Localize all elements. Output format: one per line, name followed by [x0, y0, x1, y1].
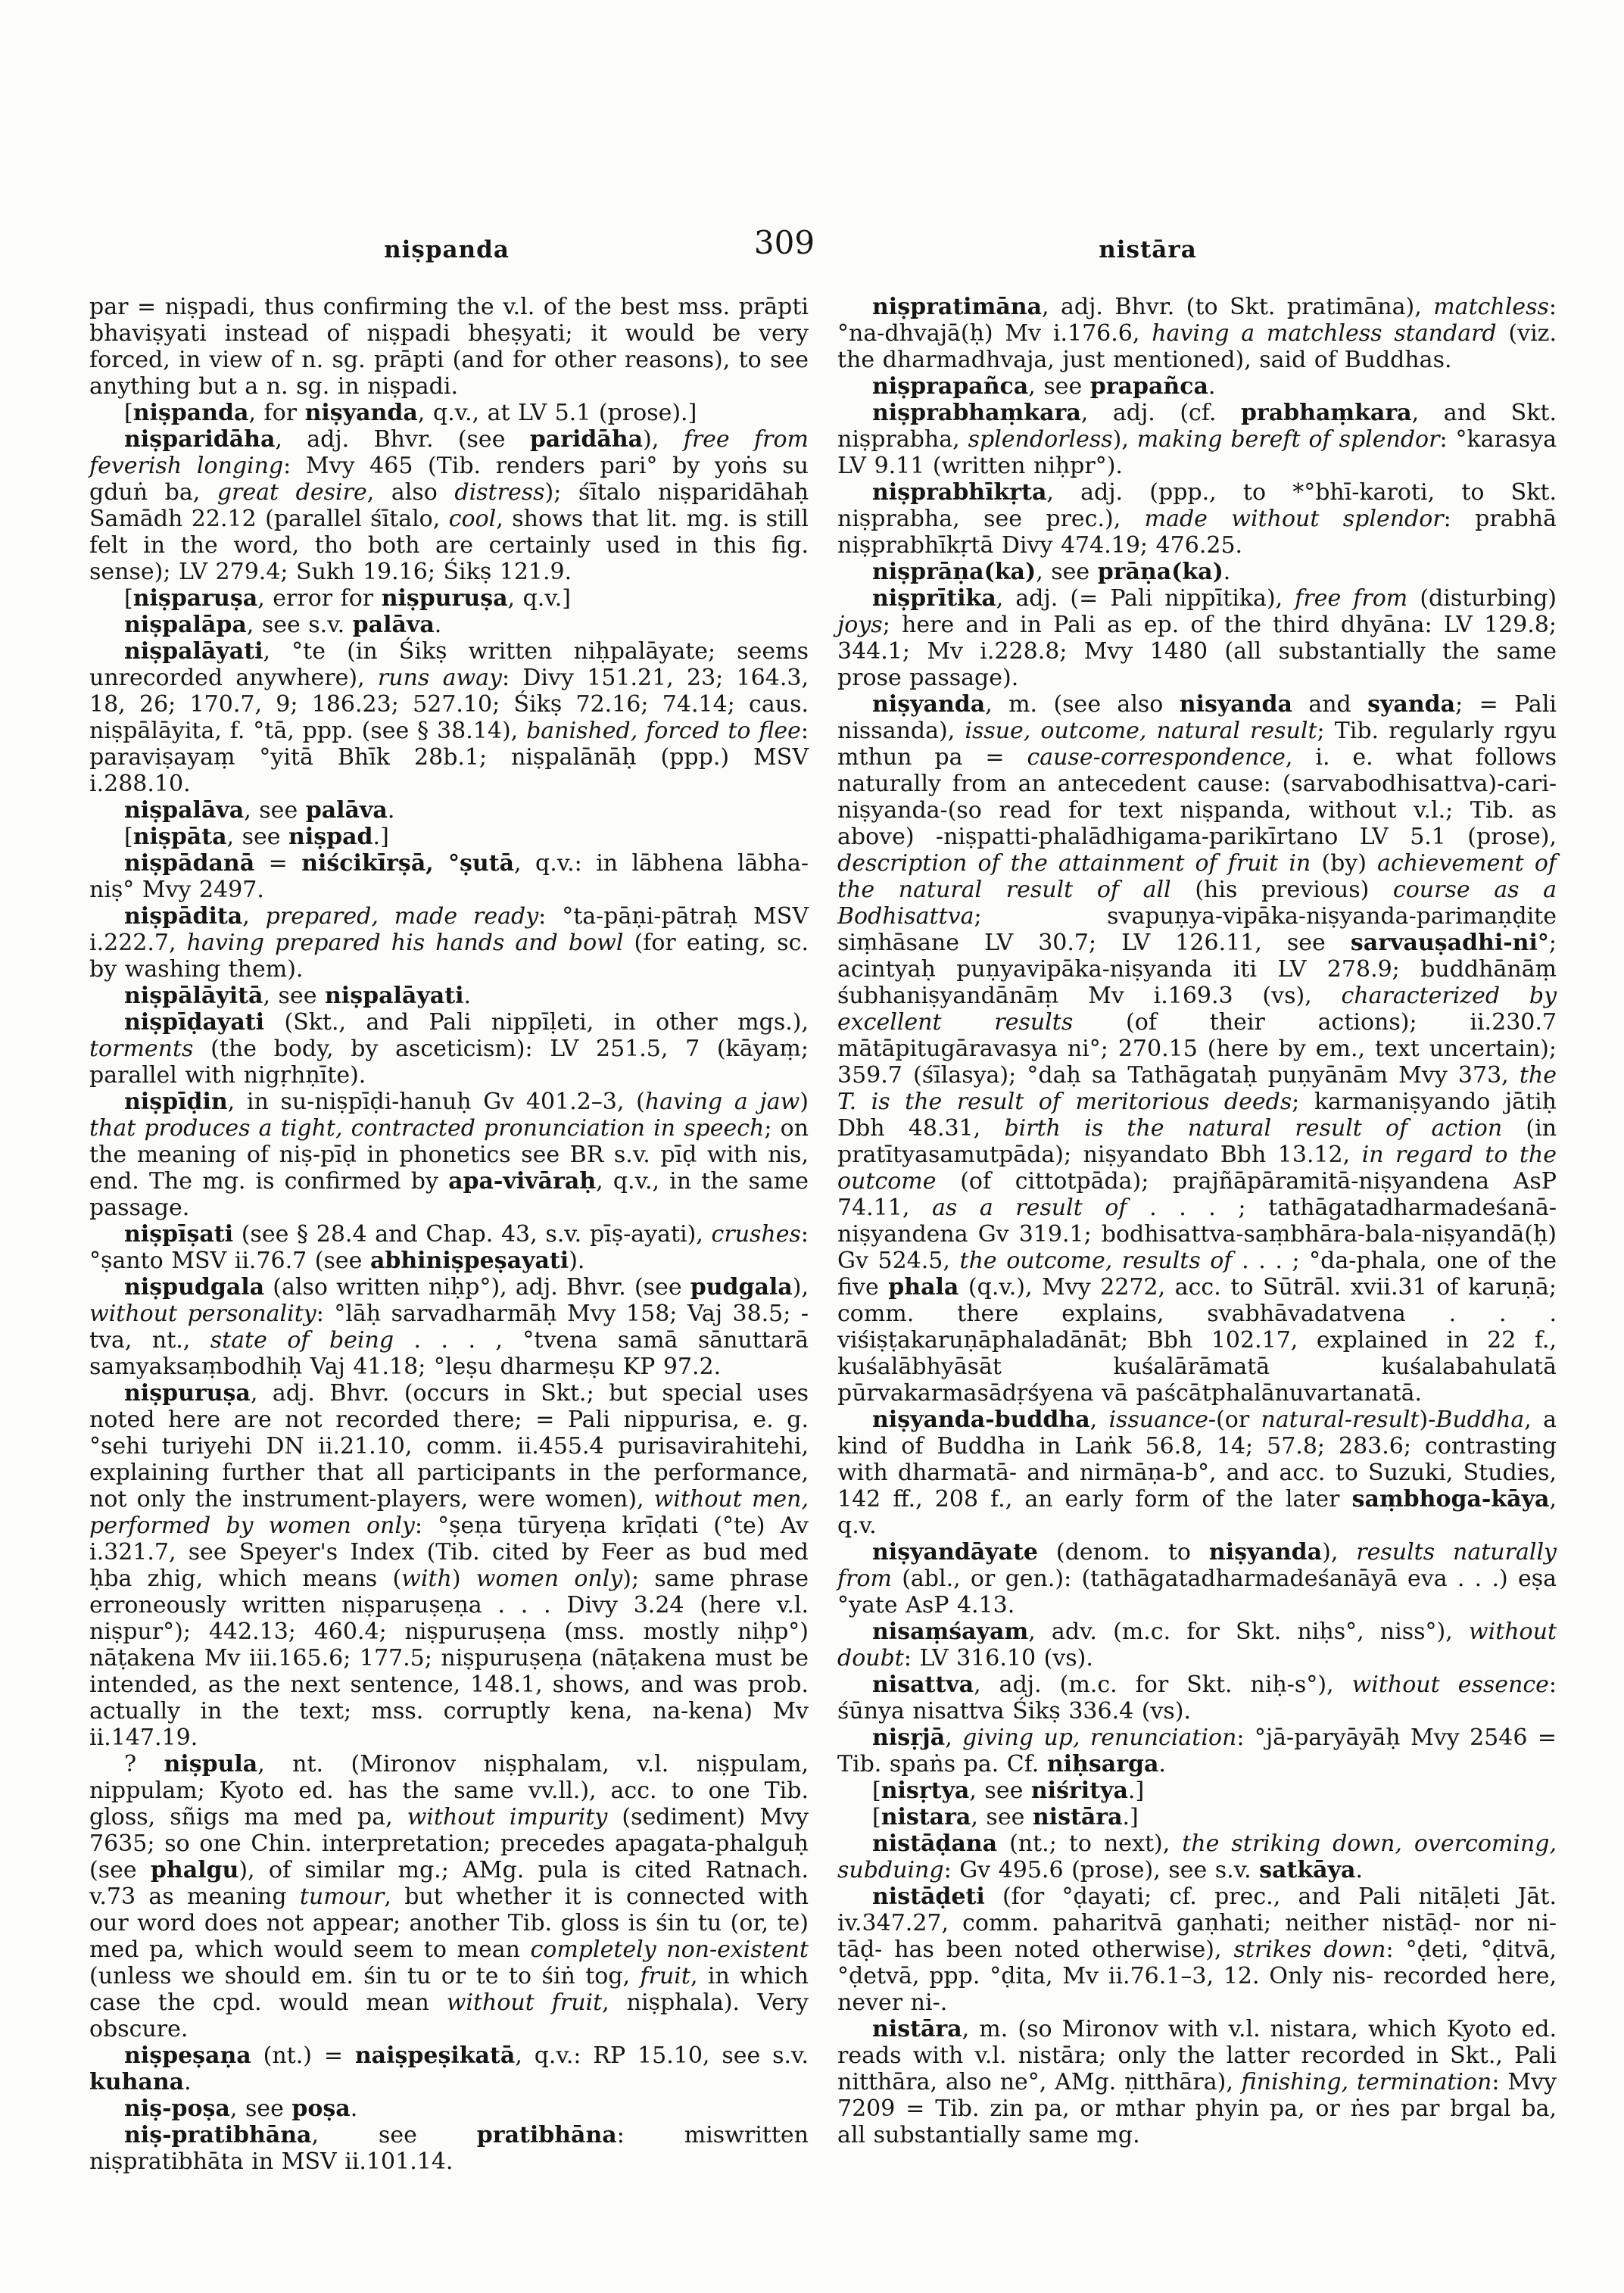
text-run: )-: [1419, 1407, 1436, 1433]
text-run: : °ta-pāṇi-pātraḥ MSV i.222.7,: [89, 903, 809, 956]
text-run: (Skt., and Pali nippīḷeti, in other mgs.),: [264, 1009, 809, 1036]
text-run-bold: niṣpalāyati: [124, 638, 263, 665]
text-run-bold: nisaṃśayam: [872, 1618, 1029, 1645]
text-run-bold: saṃbhoga-kāya: [1351, 1486, 1550, 1513]
dictionary-entry: [837, 479, 1557, 559]
text-run: : prabhā niṣprabhīkṛtā Divy 474.19; 476.25.: [837, 506, 1557, 559]
text-run-italic: cool: [448, 506, 497, 532]
text-run: ): [451, 1566, 476, 1592]
text-run: : LV 316.10 (vs).: [903, 1645, 1093, 1671]
text-run: (viz. the dharmadhvaja, just mentioned), said of Buddhas.: [837, 320, 1557, 373]
text-run: ),: [1322, 1539, 1357, 1566]
text-run-bold: niṣyanda: [872, 691, 986, 718]
dictionary-entry: [837, 373, 1557, 400]
text-run: , see s.v.: [246, 612, 353, 638]
text-run: (of their actions); ii.230.7 mātāpitugāravasya ni°; 270.15 (here by em., text uncertain); 359.7 (śīlasya); °daḥ sa Tathāgataḥ puṇyānām Mvy 373,: [837, 1009, 1557, 1089]
text-run-italic: giving up, renunciation: [962, 1724, 1237, 1751]
text-run: : °karasya LV 9.11 (written niḥpr°).: [837, 426, 1557, 479]
text-run: , see: [263, 983, 325, 1009]
dictionary-entry: [89, 585, 809, 612]
text-run-bold: niṣprabhaṃkara: [872, 400, 1081, 426]
text-run-bold: nisattva: [872, 1671, 974, 1698]
text-run-bold: nistāḍana: [872, 1830, 998, 1857]
text-run: , nt. (Mironov niṣphalam, v.l. niṣpulam, nippulam; Kyoto ed. has the same vv.ll.), acc. to one Tib. gloss, sñigs ma med pa,: [89, 1751, 809, 1830]
dictionary-entry: [837, 1539, 1557, 1618]
text-run-bold: phalgu: [150, 1857, 239, 1883]
text-run: , adj. (m.c. for Skt. niḥ-s°),: [974, 1671, 1352, 1698]
text-run-bold: niṣpāta: [132, 824, 227, 850]
text-run: ?: [124, 1751, 164, 1777]
text-run-bold: nisṛtya: [881, 1777, 970, 1804]
text-run: , see: [1036, 559, 1098, 585]
text-run: , adj. (ppp., to *°bhī-karoti, to Skt. niṣprabha, see prec.),: [837, 479, 1557, 532]
text-run: ; Tib. regularly rgyu mthun pa =: [837, 718, 1557, 771]
text-run-bold: nistara: [881, 1804, 971, 1830]
text-run: , q.v., at LV 5.1 (prose).]: [417, 400, 697, 426]
text-run: (the body, by asceticism): LV 251.5, 7 (kāyaṃ; parallel with nigṛhṇīte).: [89, 1036, 809, 1089]
text-run: , see: [969, 1777, 1031, 1804]
text-run: (denom. to: [1038, 1539, 1209, 1566]
text-run-italic: prepared, made ready: [265, 903, 539, 930]
text-run: : °jā-paryāyāḥ Mvy 2546 = Tib. spaṅs pa. Cf.: [837, 1724, 1557, 1777]
text-run: ); śītalo niṣparidāhaḥ Samādh 22.12 (parallel śītalo,: [89, 479, 809, 532]
text-run-bold: palāva: [305, 797, 388, 824]
text-run: .: [434, 612, 442, 638]
text-run: , also: [366, 479, 455, 506]
text-run-bold: naiṣpeṣikatā: [354, 2042, 516, 2069]
dictionary-entry: [837, 1671, 1557, 1724]
text-run: , see: [971, 1804, 1033, 1830]
text-run: , see: [1028, 373, 1090, 400]
text-run-bold: niṣ-poṣa: [124, 2095, 230, 2122]
text-run-italic: course as a Bodhisattva: [837, 877, 1557, 930]
dictionary-entry: [837, 691, 1557, 1407]
text-run: (in pratītyasamutpāda); niṣyandato Bbh 13.12,: [837, 1115, 1557, 1168]
text-column-left: [89, 294, 809, 2175]
text-run-italic: tumour: [299, 1883, 385, 1910]
text-run: .: [1208, 373, 1216, 400]
text-run-bold: prapañca: [1089, 373, 1208, 400]
text-run-bold: niṣpanda: [132, 400, 249, 426]
text-run: (nt.) =: [251, 2042, 355, 2069]
text-run: , q.v., in the same passage.: [89, 1168, 809, 1221]
text-run-italic: having a jaw: [644, 1089, 800, 1115]
text-run: .: [1355, 1857, 1363, 1883]
text-run-italic: finishing, termination: [1241, 2069, 1492, 2095]
text-run: (or: [1216, 1407, 1261, 1433]
text-run: .: [350, 2095, 358, 2122]
text-run-bold: niṣpeṣaṇa: [124, 2042, 251, 2069]
text-run-bold: niṣpādanā: [124, 850, 255, 877]
dictionary-entry: [89, 983, 809, 1009]
text-run-bold: niścikīrṣā, °ṣutā: [301, 850, 515, 877]
text-run-italic: without impurity: [407, 1804, 608, 1830]
text-run-bold: niṣpuruṣa: [381, 585, 508, 612]
text-run-italic: free from feverish longing: [89, 426, 809, 479]
text-run-bold: satkāya: [1259, 1857, 1356, 1883]
text-run-bold: niṣpalāpa: [124, 612, 247, 638]
text-run: .]: [1122, 1804, 1139, 1830]
text-run: , see: [226, 824, 289, 850]
text-run: , see: [244, 797, 306, 824]
text-run: , and Skt. niṣprabha,: [837, 400, 1557, 453]
text-run: : śūnya nisattva Śikṣ 336.4 (vs).: [837, 1671, 1557, 1724]
text-run-italic: free from: [1295, 585, 1408, 612]
text-run-bold: pratibhāna: [476, 2122, 617, 2148]
text-run-bold: niṣparidāha: [124, 426, 276, 453]
dictionary-entry: [89, 612, 809, 638]
text-run-bold: prabhaṃkara: [1240, 400, 1412, 426]
text-run: (unless we should em. śin tu or te to śiṅ tog,: [89, 1963, 641, 1989]
text-run: , niṣphala). Very obscure.: [89, 1989, 809, 2042]
text-run-bold: niṣpīḍin: [124, 1089, 228, 1115]
dictionary-entry: [89, 1751, 809, 2042]
text-run-bold: niṣpīṣati: [124, 1221, 234, 1248]
text-run-italic: joys: [837, 612, 883, 638]
running-head-left-headword: niṣpanda: [384, 236, 510, 263]
text-run-bold: niṣprāṇa(ka): [872, 559, 1036, 585]
text-run-bold: abhiniṣpeṣayati: [369, 1248, 569, 1274]
text-run-italic: with: [401, 1566, 452, 1592]
text-run: , q.v.: in lābhena lābha-niṣ° Mvy 2497.: [89, 850, 809, 903]
text-run-bold: sarvauṣadhi-ni°: [1350, 930, 1549, 956]
text-run: [: [124, 824, 133, 850]
text-run-italic: having a matchless standard: [1152, 320, 1497, 347]
text-run-bold: niṣpratimāna: [872, 294, 1043, 320]
dictionary-entry: [89, 824, 809, 850]
text-run-italic: state of being: [210, 1327, 394, 1354]
text-run: , adj. Bhvr. (occurs in Skt.; but special uses noted here are not recorded there; = Pali nippurisa, e. g. °sehi turiyehi DN ii.21.10, comm. ii.455.4 purisavirahitehi, explaining further that all participants in the performance, not only the instrument-players, were women),: [89, 1380, 809, 1513]
text-run-bold: niṣyandāyate: [872, 1539, 1039, 1566]
text-run: , in which case the cpd. would mean: [89, 1963, 809, 2016]
text-run: and: [1292, 691, 1368, 718]
text-run: : miswritten niṣpratibhāta in MSV ii.101.14.: [89, 2122, 809, 2175]
text-run-italic: great desire: [217, 479, 367, 506]
text-run: (his previous): [1170, 877, 1393, 903]
text-run-italic: having prepared his hands and bowl: [186, 930, 624, 956]
text-run: .: [463, 983, 472, 1009]
text-run: ),: [643, 426, 684, 453]
text-run: .]: [1127, 1777, 1145, 1804]
text-run: , m. (so Mironov with v.l. nistara, which Kyoto ed. reads with v.l. nistāra; only the latter recorded in Skt., Pali nitthāra, also ne°, AMg. ṇitthāra),: [837, 2016, 1557, 2095]
text-run-bold: niṣpālāyitā: [124, 983, 263, 1009]
text-run: (of cittotpāda); prajñāpāramitā-niṣyandena AsP 74.11,: [837, 1168, 1557, 1221]
text-run-italic: description of the attainment of fruit in: [837, 850, 1311, 877]
text-run: ).: [569, 1248, 585, 1274]
dictionary-entry: [89, 1380, 809, 1751]
text-run: (by): [1311, 850, 1378, 877]
text-run-bold: poṣa: [291, 2095, 351, 2122]
text-column-right: [837, 294, 1557, 2148]
text-run-bold: syanda: [1367, 691, 1456, 718]
text-run-italic: natural-result: [1261, 1407, 1420, 1433]
text-run: , adj. Bhvr. (to Skt. pratimāna),: [1042, 294, 1434, 320]
dictionary-entry: [89, 2042, 809, 2095]
text-run: , a kind of Buddha in Laṅk 56.8, 14; 57.8; 283.6; contrasting with dharmatā- and nirmāṇa-b°, and acc. to Suzuki, Studies, 142 ff., 208 f., an early form of the later: [837, 1407, 1557, 1513]
text-run-bold: niṣyanda: [1208, 1539, 1323, 1566]
dictionary-entry: [837, 1804, 1557, 1830]
text-run: ; acintyaḥ puṇyavipāka-niṣyanda iti LV 278.9; buddhānāṃ śubhaniṣyandānāṃ Mv i.169.3 (vs),: [837, 930, 1557, 1009]
text-run-bold: niṣpula: [164, 1751, 258, 1777]
text-run-italic: distress: [454, 479, 545, 506]
dictionary-entry: [837, 1724, 1557, 1777]
text-run: ,: [242, 903, 266, 930]
text-run-bold: niṣ-pratibhāna: [124, 2122, 312, 2148]
text-run-italic: without doubt: [837, 1618, 1557, 1671]
text-run: . . . , °tvena samā sānuttarā samyaksaṃbodhiḥ Vaj 41.18; °leṣu dharmeṣu KP 97.2.: [89, 1327, 809, 1380]
text-run-bold: nistāra: [1032, 1804, 1123, 1830]
text-run-italic: birth is the natural result of action: [1004, 1115, 1503, 1142]
text-run-italic: made without splendor: [1144, 506, 1444, 532]
text-run: ),: [1112, 426, 1137, 453]
text-run-bold: niṣpādita: [124, 903, 243, 930]
text-run: ); same phrase erroneously written niṣparuṣeṇa . . . Divy 3.24 (here v.l. niṣpur°); 442.13; 460.4; niṣpuruṣeṇa (mss. mostly niḥp°) nāṭakena Mv iii.165.6; 177.5; niṣpuruṣeṇa (nāṭakena must be intended, as the next sentence, 148.1, shows, and was prob. actually in the text; mss. corruptly kena, na-kena) Mv ii.147.19.: [89, 1566, 809, 1751]
text-run-italic: without fruit: [446, 1989, 603, 2016]
text-run: ; svapuṇya-vipāka-niṣyanda-parimaṇḍite siṃhāsane LV 30.7; LV 126.11, see: [837, 903, 1557, 956]
text-run: .: [1223, 559, 1231, 585]
dictionary-entry: [89, 638, 809, 797]
text-run-bold: apa-vivāraḥ: [448, 1168, 597, 1195]
text-run-italic: making bereft of splendor: [1136, 426, 1440, 453]
text-run: (q.v.), Mvy 2272, acc. to Sūtrāl. xvii.31 of karuṇā; comm. there explains, svabhāvadatvena . . . viśiṣṭakaruṇāphaladānāt; Bbh 102.17, explained in 22 f., kuśalābhyāsāt kuśalārāmatā kuśalabahulatā pūrvakarmasādṛśyena vā paścātphalānuvartanatā.: [837, 1274, 1557, 1407]
dictionary-entry: [837, 294, 1557, 373]
text-run-italic: the T. is the result of meritorious deeds: [837, 1062, 1557, 1115]
text-run: ), of similar mg.; AMg. pula is cited Ratnach. v.73 as meaning: [89, 1857, 809, 1910]
text-run-bold: niṣpalāva: [124, 797, 245, 824]
text-run-bold: niṣpuruṣa: [124, 1380, 251, 1407]
dictionary-entry: [837, 1883, 1557, 2016]
text-run-italic: issue, outcome, natural result: [965, 718, 1317, 744]
text-run: [: [124, 585, 133, 612]
text-run: ),: [792, 1274, 809, 1301]
text-run-bold: nisyanda: [1179, 691, 1292, 718]
text-run-italic: without essence: [1351, 1671, 1549, 1698]
text-run: ; = Pali nissanda),: [837, 691, 1557, 744]
text-run: . . . ; °da-phala, one of the five: [837, 1248, 1557, 1301]
text-run-italic: splendorless: [968, 426, 1113, 453]
text-run-bold: niṣparuṣa: [132, 585, 258, 612]
text-run: =: [254, 850, 302, 877]
text-run-bold: niṣpalāyati: [325, 983, 464, 1009]
text-run: ; here and in Pali as ep. of the third dhyāna: LV 129.8; 344.1; Mv i.228.8; Mvy 1480 (all substantially the same prose passage).: [837, 612, 1557, 691]
text-run: . . . ; tathāgatadharmadeśanā-niṣyandena Gv 319.1; bodhisattva-saṃbhāra-bala-niṣyandā(ḥ) Gv 524.5,: [837, 1195, 1557, 1274]
text-run: : °lāḥ sarvadharmāḥ Mvy 158; Vaj 38.5; -tva, nt.,: [89, 1301, 809, 1354]
text-run-italic: results naturally from: [837, 1539, 1557, 1592]
text-run: : °ṣeṇa tūryeṇa krīḍati (°te) Av i.321.7, see Speyer's Index (Tib. cited by Feer as bud med ḥba zhig, which means (: [89, 1513, 809, 1592]
text-run-italic: without personality: [89, 1301, 316, 1327]
text-run-bold: kuhana: [89, 2069, 185, 2095]
dictionary-entry: [89, 1274, 809, 1380]
text-run-italic: characterized by excellent results: [837, 983, 1557, 1036]
text-run-bold: niṣpad: [288, 824, 373, 850]
dictionary-entry: [837, 559, 1557, 585]
text-run: (also written niḥp°), adj. Bhvr. (see: [264, 1274, 690, 1301]
text-run: : paraviṣayaṃ °yitā Bhīk 28b.1; niṣpalānāḥ (ppp.) MSV i.288.10.: [89, 718, 809, 797]
dictionary-entry: [89, 426, 809, 585]
text-run-bold: niṣyanda: [304, 400, 418, 426]
text-run-italic: achievement of the natural result of all: [837, 850, 1557, 903]
running-head-right-headword: nistāra: [1099, 236, 1197, 263]
text-run: , error for: [257, 585, 382, 612]
dictionary-entry: [837, 2016, 1557, 2148]
text-run: (abl., or gen.): (tathāgatadharmadeśanāyā eva . . .) eṣa °yate AsP 4.13.: [837, 1566, 1557, 1618]
text-run: ,: [945, 1724, 963, 1751]
dictionary-entry: [837, 1830, 1557, 1883]
text-run-italic: Buddha: [1435, 1407, 1525, 1433]
text-run-italic: cause-correspondence: [1027, 744, 1286, 771]
text-run-italic: fruit: [640, 1963, 690, 1989]
text-run: , in su-niṣpīḍi-hanuḥ Gv 401.2–3, (: [227, 1089, 645, 1115]
text-run: .]: [372, 824, 389, 850]
text-run: (disturbing): [1407, 585, 1557, 612]
text-run: , adj. (cf.: [1080, 400, 1241, 426]
text-run: : °ṣanto MSV ii.76.7 (see: [89, 1221, 809, 1274]
text-run-italic: runs away: [377, 665, 502, 691]
text-run: (sediment) Mvy 7635; so one Chin. interpretation; precedes apagata-phalguḥ (see: [89, 1804, 809, 1883]
text-run: .: [1158, 1751, 1166, 1777]
text-run-italic: without men, performed by women only: [89, 1486, 809, 1539]
text-run-italic: that produces a tight, contracted pronunciation in speech: [89, 1115, 765, 1142]
dictionary-entry: [89, 2095, 809, 2122]
text-run-bold: prāṇa(ka): [1097, 559, 1223, 585]
text-run: , q.v.]: [507, 585, 571, 612]
text-run: .: [387, 797, 395, 824]
text-run: par = niṣpadi, thus confirming the v.l. of the best mss. prāpti bhaviṣyati instead of niṣpadi bheṣyati; it would be very forced, in view of n. sg. prāpti (and for other reasons), to see anything but a n. sg. in niṣpadi.: [89, 294, 809, 400]
text-run: : Gv 495.6 (prose), see s.v.: [943, 1857, 1260, 1883]
text-run-bold: paridāha: [529, 426, 644, 453]
text-run: : °ḍeti, °ḍitvā, °ḍetvā, ppp. °ḍita, Mv ii.76.1–3, 12. Only nis- recorded here, never ni-.: [837, 1936, 1557, 2016]
dictionary-entry: [89, 294, 809, 400]
text-run-bold: phala: [888, 1274, 959, 1301]
text-run: , i. e. what follows naturally from an antecedent cause: (sarvabodhisattva)-cari-niṣyanda-(so read for text niṣpanda, without v.l.; Tib. as above) -niṣpatti-phalādhigama-parikīrtano LV 5.1 (prose),: [837, 744, 1557, 850]
text-run: , q.v.: [837, 1486, 1557, 1539]
dictionary-entry: [89, 797, 809, 824]
text-run-italic: strikes down: [1233, 1936, 1386, 1963]
text-run: : Mvy 7209 = Tib. zin pa, or mthar phyin pa, or ṅes par brgal ba, all substantially same mg.: [837, 2069, 1557, 2148]
text-run-bold: niṣyanda-buddha: [872, 1407, 1090, 1433]
text-run-bold: palāva: [352, 612, 435, 638]
text-run-italic: crushes: [711, 1221, 801, 1248]
text-run: (for eating, sc. by washing them).: [89, 930, 809, 983]
text-run-bold: niṣprītika: [872, 585, 996, 612]
dictionary-entry: [89, 2122, 809, 2175]
text-run-bold: niṣpudgala: [124, 1274, 265, 1301]
text-run: , see: [229, 2095, 292, 2122]
text-run: (for °ḍayati; cf. prec., and Pali nitāḷeti Jāt. iv.347.27, comm. paharitvā gaṇhati; neither nistāḍ- nor ni-tāḍ- has been noted otherwise),: [837, 1883, 1557, 1963]
dictionary-entry: [89, 1221, 809, 1274]
text-run-bold: niṣprapañca: [872, 373, 1029, 400]
text-run-italic: issuance-: [1108, 1407, 1217, 1433]
text-run-italic: banished, forced to flee: [526, 718, 801, 744]
text-run: .: [184, 2069, 192, 2095]
dictionary-entry: [89, 1089, 809, 1221]
text-run-italic: women only: [475, 1566, 623, 1592]
text-run: ): [800, 1089, 809, 1115]
text-run-italic: matchless: [1433, 294, 1549, 320]
dictionary-entry: [89, 903, 809, 983]
text-run: , adv. (m.c. for Skt. niḥs°, niss°),: [1028, 1618, 1469, 1645]
text-run: , for: [248, 400, 305, 426]
text-run: : °na-dhvajā(ḥ) Mv i.176.6,: [837, 294, 1557, 347]
text-run: ,: [1089, 1407, 1109, 1433]
text-run: ; karmaniṣyando jātiḥ Dbh 48.31,: [837, 1089, 1557, 1142]
text-run: , but whether it is connected with our word does not appear; another Tib. gloss is śin tu (or, te) med pa, which would seem to mean: [89, 1883, 809, 1963]
text-run: , m. (see also: [985, 691, 1180, 718]
text-run-italic: completely non-existent: [530, 1936, 809, 1963]
text-run: [: [124, 400, 133, 426]
text-run: , q.v.: RP 15.10, see s.v.: [515, 2042, 809, 2069]
dictionary-entry: [837, 585, 1557, 691]
dictionary-entry: [89, 400, 809, 426]
text-run: , see: [311, 2122, 477, 2148]
dictionary-entry: [837, 1618, 1557, 1671]
text-run-bold: niṣprabhīkṛta: [872, 479, 1047, 506]
text-run-italic: the striking down, overcoming, subduing: [837, 1830, 1557, 1883]
text-run-bold: nistāḍeti: [872, 1883, 985, 1910]
text-run: , shows that lit. mg. is still felt in the word, tho both are certainly used in this fig. sense); LV 279.4; Sukh 19.16; Śikṣ 121.9.: [89, 506, 809, 585]
text-run-bold: nistāra: [872, 2016, 962, 2042]
text-run-bold: pudgala: [690, 1274, 793, 1301]
dictionary-entry: [837, 400, 1557, 479]
text-run-bold: niḥsarga: [1046, 1751, 1159, 1777]
text-run-italic: torments: [89, 1036, 194, 1062]
text-run: [: [872, 1804, 881, 1830]
text-run: (nt.; to next),: [997, 1830, 1183, 1857]
dictionary-entry: [837, 1777, 1557, 1804]
dictionary-entry: [89, 850, 809, 903]
text-run: , °te (in Śikṣ written niḥpalāyate; seems unrecorded anywhere),: [89, 638, 809, 691]
text-run: , adj. (= Pali nippītika),: [996, 585, 1295, 612]
text-run: ; on the meaning of niṣ-pīḍ in phonetics see BR s.v. pīḍ with nis, end. The mg. is confirmed by: [89, 1115, 809, 1195]
text-run: : Divy 151.21, 23; 164.3, 18, 26; 170.7, 9; 186.23; 527.10; Śikṣ 72.16; 74.14; caus. niṣpālāyita, f. °tā, ppp. (see § 38.14),: [89, 665, 809, 744]
text-run: [: [872, 1777, 881, 1804]
text-run: (see § 28.4 and Chap. 43, s.v. pīṣ-ayati),: [233, 1221, 712, 1248]
text-run-italic: the outcome, results of: [959, 1248, 1233, 1274]
text-run-italic: as a result of: [932, 1195, 1127, 1221]
text-run: : Mvy 465 (Tib. renders pari° by yoṅs su gduṅ ba,: [89, 453, 809, 506]
text-run-bold: nisṛjā: [872, 1724, 946, 1751]
dictionary-entry: [89, 1009, 809, 1089]
page-number: 309: [753, 224, 815, 261]
dictionary-entry: [837, 1407, 1557, 1539]
text-run-bold: niśritya: [1030, 1777, 1128, 1804]
text-run: , adj. Bhvr. (see: [275, 426, 530, 453]
text-run-italic: in regard to the outcome: [837, 1142, 1557, 1195]
text-run-bold: niṣpīḍayati: [124, 1009, 265, 1036]
